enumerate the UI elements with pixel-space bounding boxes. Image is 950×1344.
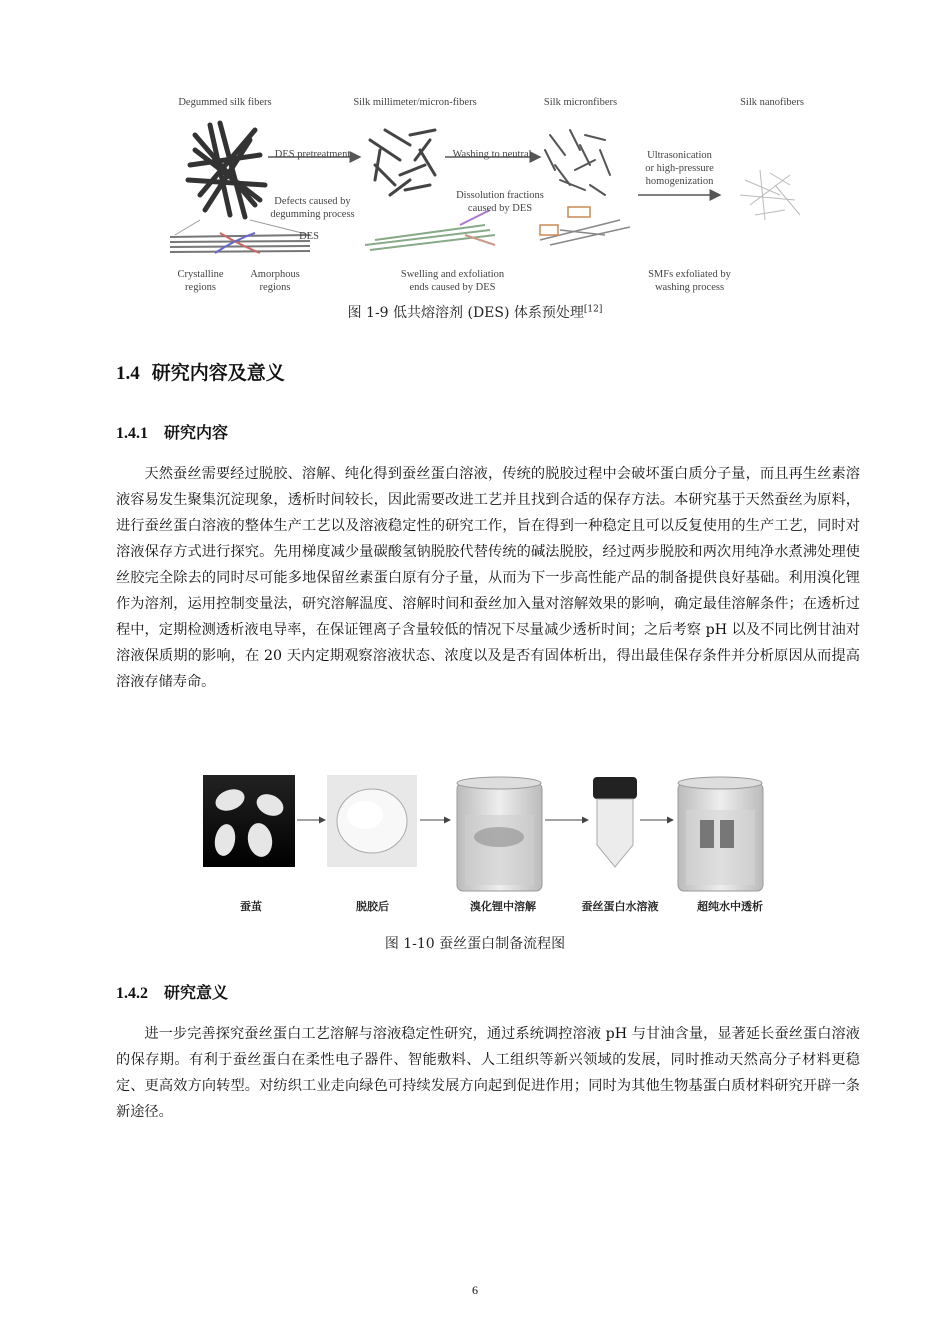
label-nanofibers: Silk nanofibers bbox=[740, 97, 804, 108]
label-amorphous: Amorphous regions bbox=[250, 269, 300, 293]
page-number: 6 bbox=[472, 1283, 478, 1297]
label-crystalline: Crystalline regions bbox=[177, 269, 224, 293]
section-1-4-heading: 1.4 研究内容及意义 bbox=[116, 362, 285, 384]
beaker-dissolve bbox=[457, 777, 542, 891]
label-defects: Defects caused by degumming process bbox=[270, 196, 355, 220]
crystalline-strand bbox=[170, 233, 310, 253]
step-label-degummed: 脱胶后 bbox=[356, 900, 389, 913]
step-label-dialysis: 超纯水中透析 bbox=[697, 900, 763, 913]
section-1-4-2-heading: 1.4.2 研究意义 bbox=[116, 983, 229, 1002]
label-ultrasonication: Ultrasonication or high-pressure homogenization bbox=[645, 150, 714, 187]
nanofiber-cluster bbox=[740, 170, 800, 220]
label-smfs: SMFs exfoliated by washing process bbox=[648, 269, 731, 293]
label-microfibers: Silk micronfibers bbox=[543, 97, 618, 108]
research-content-paragraph: 天然蚕丝需要经过脱胶、溶解、纯化得到蚕丝蛋白溶液，传统的脱胶过程中会破坏蛋白质分子量，而且再生丝素溶液容易发生聚集沉淀现象，透析时间较长，因此需要改进工艺并且找到合适的保存方法。本研究基于天然蚕丝为原料，进行蚕丝蛋白溶液的整体生产工艺以及溶液稳定性的研究工作，旨在得到一种稳定且可以反复使用的生产工艺，同时对溶液保存方式进行探究。先用梯度减少量碳酸氢钠脱胶代替传统的碱法脱胶，经过两步脱胶和两次用纯净水煮沸处理使丝胶完全除去的同时尽可能多地保留丝素蛋白原有分子量，从而为下一步高性能产品的制备提供良好基础。利用溴化锂作为溶剂，运用控制变量法，研究溶解温度、溶解时间和蚕丝加入量对溶解效果的影响，确定最佳溶解条件；在透析过程中，定期检测透析液电导率，在保证锂离子含量较低的情况下尽量减少透析时间；之后考察 pH 以及不同比例甘油对溶液保质期的影响，在 20 天内定期观察溶液状态、浓度以及是否有固体析出，得出最佳保存条件并分析原因从而提高溶液存储寿命。 bbox=[116, 466, 860, 690]
step-label-solution: 蚕丝蛋白水溶液 bbox=[581, 900, 659, 913]
label-dissolution: Dissolution fractions caused by DES bbox=[456, 190, 544, 214]
step-label-dissolve: 溴化锂中溶解 bbox=[470, 900, 536, 913]
label-des-pretreatment: DES pretreatment bbox=[274, 149, 351, 160]
tube-solution bbox=[593, 777, 637, 867]
label-swelling: Swelling and exfoliation ends caused by DES bbox=[400, 269, 505, 293]
degummed-fiber-cluster bbox=[188, 123, 265, 217]
beaker-dialysis bbox=[678, 777, 763, 891]
microfiber-cluster bbox=[545, 130, 610, 195]
cocoon-photo bbox=[203, 775, 295, 867]
step-label-cocoon: 蚕茧 bbox=[240, 900, 262, 913]
label-washing: Washing to neutral bbox=[452, 149, 532, 160]
preparation-flow-diagram bbox=[195, 775, 775, 895]
swelling-strand bbox=[365, 210, 495, 250]
research-significance-paragraph: 进一步完善探究蚕丝蛋白工艺溶解与溶液稳定性研究，通过系统调控溶液 pH 与甘油含量，显著延长蚕丝蛋白溶液的保存期。有利于蚕丝蛋白在柔性电子器件、智能敷料、人工组织等新兴领域的发展，同时推动天然高分子材料更稳定、更高效方向转型。对纺织工业走向绿色可持续发展方向起到促进作用；同时为其他生物基蛋白质材料研究开辟一条新途径。 bbox=[116, 1026, 860, 1120]
label-degummed: Degummed silk fibers bbox=[178, 97, 272, 108]
figure-1-10-caption: 图 1-10 蚕丝蛋白制备流程图 bbox=[384, 936, 566, 952]
label-des: DES bbox=[299, 231, 319, 242]
section-1-4-1-heading: 1.4.1 研究内容 bbox=[116, 423, 229, 442]
label-millimeter: Silk millimeter/micron-fibers bbox=[353, 97, 477, 108]
millimeter-fiber-cluster bbox=[370, 130, 435, 195]
figure-1-9-caption: 图 1-9 低共熔溶剂 (DES) 体系预处理[12] bbox=[347, 304, 603, 321]
